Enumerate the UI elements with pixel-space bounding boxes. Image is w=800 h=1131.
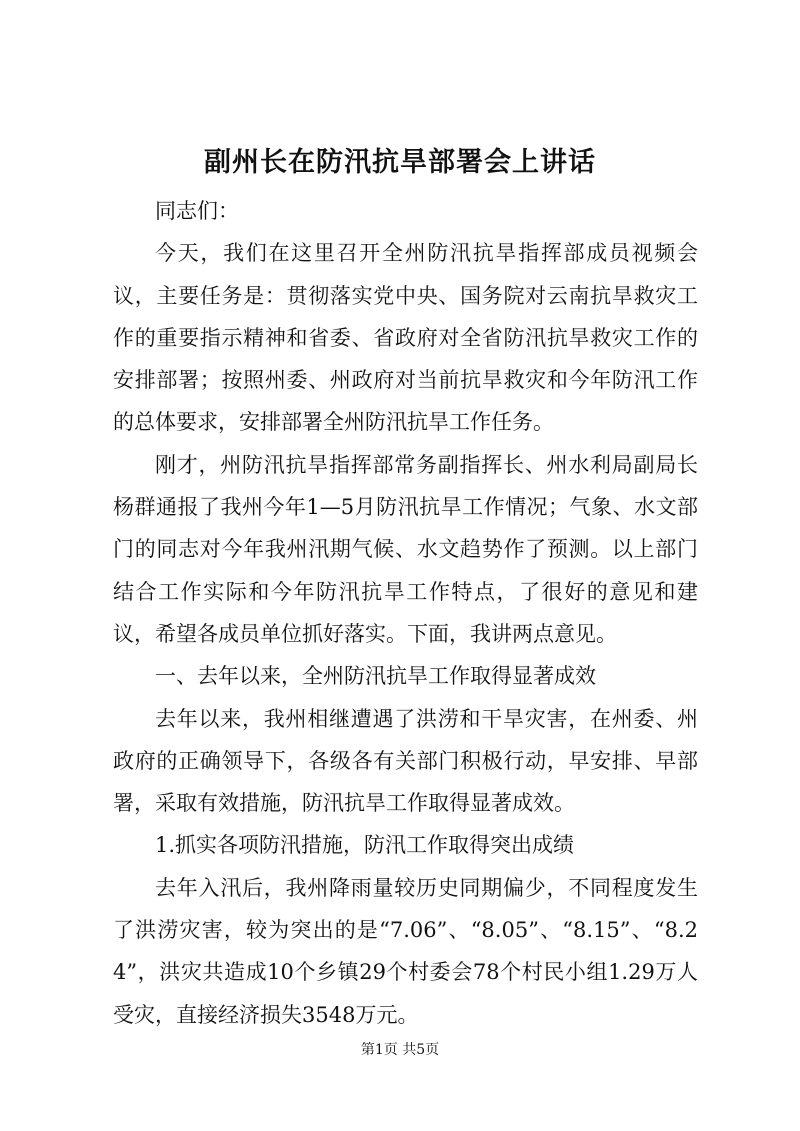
- page-indicator: 第1页 共5页: [360, 1042, 440, 1058]
- paragraph-meeting-purpose: 今天，我们在这里召开全州防汛抗旱指挥部成员视频会议，主要任务是：贯彻落实党中央、国务院对云南抗旱救灾工作的重要指示精神和省委、省政府对全省防汛抗旱救灾工作的安排部署；按照州委、州政府对当前抗旱救灾和今年防汛工作的总体要求，安排部署全州防汛抗旱工作任务。: [113, 241, 698, 435]
- document-title: 副州长在防汛抗旱部署会上讲话: [204, 147, 596, 178]
- paragraph-flood-details: 去年入汛后，我州降雨量较历史同期偏少，不同程度发生了洪涝灾害，较为突出的是“7.06”、“8.05”、“8.15”、“8.24”，洪灾共造成10个乡镇29个村委会78个村民小组1.29万人受灾，直接经济损失3548万元。: [113, 875, 698, 1027]
- document-body: [113, 190, 698, 1036]
- section-heading-1: 一、去年以来，全州防汛抗旱工作取得显著成效: [155, 664, 596, 689]
- salutation-paragraph: 同志们：: [155, 199, 239, 223]
- paragraph-achievements: 去年以来，我州相继遭遇了洪涝和干旱灾害，在州委、州政府的正确领导下，各级各有关部门积极行动，早安排、早部署，采取有效措施，防汛抗旱工作取得显著成效。: [113, 706, 698, 816]
- subsection-heading-1: 1.抓实各项防汛措施，防汛工作取得突出成绩: [155, 833, 575, 858]
- paragraph-report-summary: 刚才，州防汛抗旱指挥部常务副指挥长、州水利局副局长杨群通报了我州今年1—5月防汛抗旱工作情况；气象、水文部门的同志对今年我州汛期气候、水文趋势作了预测。以上部门结合工作实际和今年防汛抗旱工作特点，了很好的意见和建议，希望各成员单位抓好落实。下面，我讲两点意见。: [113, 452, 698, 646]
